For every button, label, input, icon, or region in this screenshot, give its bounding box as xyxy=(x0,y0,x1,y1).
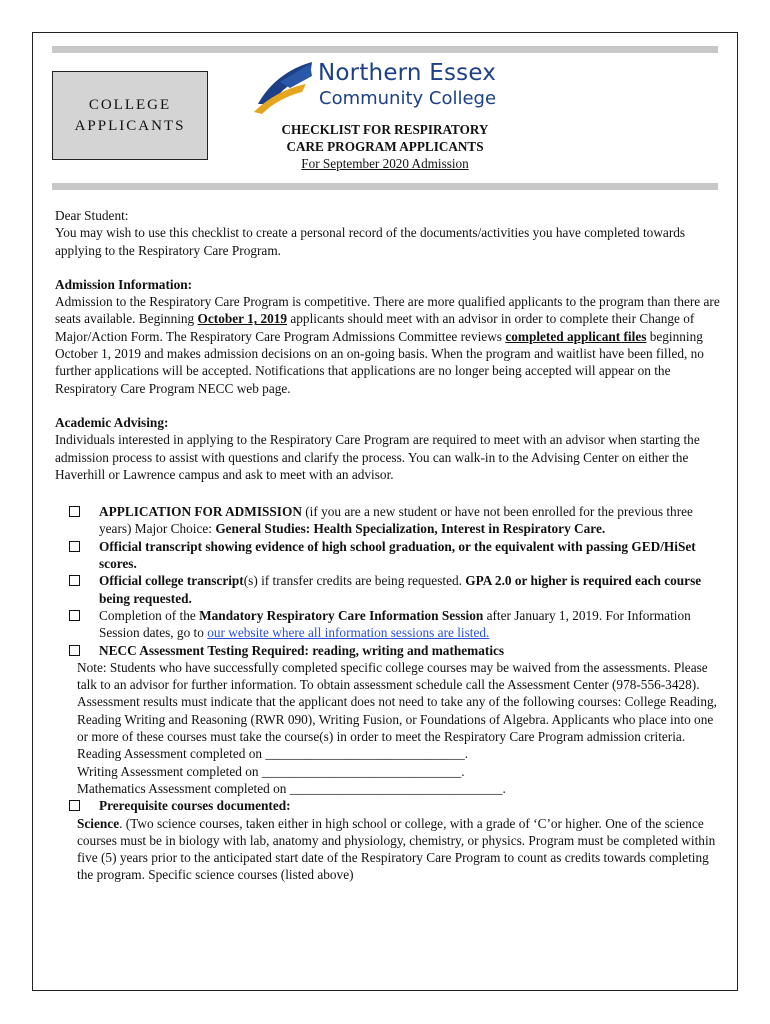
item1-major: General Studies: Health Specialization, Interest in Respiratory Care. xyxy=(215,521,606,537)
item4-text-2: after January 1, 2019. For Information Session dates, go to xyxy=(99,607,691,641)
title-line-2: CARE PROGRAM APPLICANTS xyxy=(286,139,484,154)
completed-files-emphasis: completed applicant files xyxy=(505,328,647,344)
checkbox-icon[interactable] xyxy=(69,506,80,517)
item3-gpa: GPA 2.0 or higher is required each course being requested. xyxy=(99,573,702,606)
applicants-line-1: COLLEGE xyxy=(88,96,172,113)
item4-bold: Mandatory Respiratory Care Information Session xyxy=(199,607,484,623)
reading-assessment-line: Reading Assessment completed on ______________________________. xyxy=(77,746,469,762)
intro-text: You may wish to use this checklist to create a personal record of the documents/activities you have completed towards applying to the Respiratory Care Program. xyxy=(55,225,686,258)
college-applicants-box xyxy=(52,71,208,160)
item3-text: (s) if transfer credits are being requested. xyxy=(243,573,466,589)
checkbox-icon[interactable] xyxy=(69,645,80,656)
header-bottom-rule xyxy=(52,183,718,190)
college-name-line-1: Northern Essex xyxy=(318,60,497,86)
item3-bold: Official college transcript xyxy=(99,573,244,589)
item6-bold: Prerequisite courses documented: xyxy=(99,798,291,814)
admission-paragraph xyxy=(55,293,721,397)
item1-text: (if you are a new student or have not been enrolled for the previous three years) Major Choice: xyxy=(99,504,693,537)
checkbox-icon[interactable] xyxy=(69,800,80,811)
checklist-item-application xyxy=(55,503,721,538)
item4-text-1: Completion of the xyxy=(99,607,200,623)
document-body xyxy=(55,207,721,884)
info-sessions-link[interactable]: our website where all information sessions are listed. xyxy=(207,625,490,641)
document-title xyxy=(230,121,540,172)
greeting: Dear Student: xyxy=(55,208,129,223)
admission-subtitle: For September 2020 Admission xyxy=(301,156,469,171)
science-bold: Science xyxy=(77,815,120,831)
admission-date: October 1, 2019 xyxy=(197,311,288,327)
science-requirement xyxy=(55,815,721,884)
checklist-item-college-transcript xyxy=(55,572,721,607)
applicants-line-2: APPLICANTS xyxy=(74,117,186,134)
math-assessment-line: Mathematics Assessment completed on ________________________________. xyxy=(77,780,506,796)
admission-text-2: applicants should meet with an advisor in order to complete their Change of Major/Action Form. The Respiratory Care Program Admissions Committee reviews xyxy=(55,311,695,344)
checklist-item-transcript xyxy=(55,538,721,573)
assessment-note: Note: Students who have successfully completed specific college courses may be waived from the assessments. Please talk to an advisor for further information. To obtain assessment schedule call the Assessment Center (978-556-3428). Assessment results must indicate that the applicant does not need to take any of the following courses: College Reading, Reading Writing and Reasoning (RWR 090), Writing Fusion, or Foundations of Algebra. Applicants who place into one or more of these courses must take the course(s) in order to meet the Respiratory Care Program admission criteria. xyxy=(77,659,717,745)
advising-heading: Academic Advising: xyxy=(55,414,169,430)
admission-text-3: beginning October 1, 2019 and makes admission decisions on an on-going basis. When the program and waitlist have been filled, no further applications will be accepted. Notifications that applications are no longer being accepted will appear on the Respiratory Care Program NECC web page. xyxy=(55,328,704,396)
item1-bold: APPLICATION FOR ADMISSION xyxy=(99,504,302,520)
admission-text-1: Admission to the Respiratory Care Program is competitive. There are more qualified applicants to the program than there are seats available. Beginning xyxy=(55,294,720,327)
title-line-1: CHECKLIST FOR RESPIRATORY xyxy=(281,122,489,137)
advising-text: Individuals interested in applying to the Respiratory Care Program are required to meet with an advisor when starting the admission process to assist with questions and clarify the process. You can walk-in to the Advising Center on either the Haverhill or Lawrence campus and ask to meet with an advisor. xyxy=(55,432,700,482)
top-rule xyxy=(52,46,718,53)
checkbox-icon[interactable] xyxy=(69,575,80,586)
item2-bold: Official transcript showing evidence of high school graduation, or the equivalent with passing GED/HiSet scores. xyxy=(99,538,696,572)
writing-assessment-line: Writing Assessment completed on ______________________________. xyxy=(77,763,465,779)
checklist-item-assessment xyxy=(55,642,721,659)
checklist-item-info-session xyxy=(55,607,721,642)
item5-bold: NECC Assessment Testing Required: reading, writing and mathematics xyxy=(99,642,505,658)
science-text: . (Two science courses, taken either in high school or college, with a grade of ‘C’or higher. One of the science courses must be in biology with lab, anatomy and physiology, chemistry, or physics. Program must be completed within five (5) years prior to the anticipated start date of the Respiratory Care Program to count as credits towards completing the program. Specific science courses (listed above) xyxy=(77,815,716,883)
checklist-item-prerequisites xyxy=(55,797,721,814)
checkbox-icon[interactable] xyxy=(69,610,80,621)
college-name-line-2: Community College xyxy=(319,88,497,109)
admission-heading: Admission Information: xyxy=(55,276,193,292)
checkbox-icon[interactable] xyxy=(69,541,80,552)
